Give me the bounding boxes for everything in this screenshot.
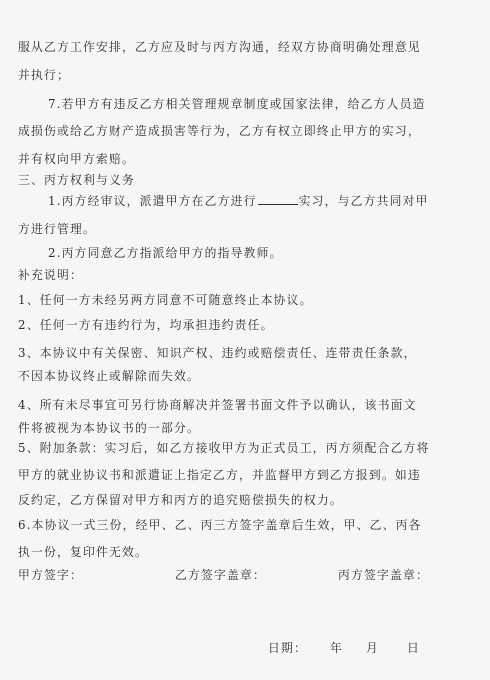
date-day: 日: [407, 641, 420, 655]
paragraph-line: 执一份，复印件无效。: [18, 545, 148, 559]
paragraph-line: 服从乙方工作安排，乙方应及时与丙方沟通，经双方协商明确处理意见: [18, 40, 421, 54]
paragraph-line: 方进行管理。: [18, 222, 96, 236]
section-heading: 补充说明：: [18, 268, 83, 282]
paragraph-line: 7.若甲方有违反乙方相关管理规章制度或国家法律，给乙方人员造: [48, 97, 426, 111]
date-month: 月: [366, 641, 379, 655]
paragraph-line: 2、任何一方有违约行为，均承担违约责任。: [18, 318, 274, 332]
paragraph-line: 甲方的就业协议书和派遣证上指定乙方，并监督甲方到乙方报到。如违: [18, 468, 421, 482]
clause-text: 实习，与乙方共同对甲: [298, 194, 429, 208]
paragraph-line: [48, 193, 429, 209]
paragraph-line: 5、附加条款：实习后，如乙方接收甲方为正式员工，丙方须配合乙方将: [18, 441, 430, 455]
paragraph-line: 1、任何一方未经另两方同意不可随意终止本协议。: [18, 293, 313, 307]
date-label: 日期：: [268, 641, 307, 655]
paragraph-line: 并有权向甲方索赔。: [18, 152, 135, 166]
paragraph-line: 3、本协议中有关保密、知识产权、违约或赔偿责任、连带责任条款，: [18, 346, 417, 360]
paragraph-line: 6.本协议一式三份，经甲、乙、丙三方签字盖章后生效，甲、乙、丙各: [18, 518, 422, 532]
paragraph-line: 成损伤或给乙方财产造成损害等行为，乙方有权立即终止甲方的实习，: [18, 124, 421, 138]
section-heading: 三、丙方权利与义务: [18, 173, 135, 187]
paragraph-line: 4、所有未尽事宜可另行协商解决并签署书面文件予以确认，该书面文: [18, 398, 417, 412]
fill-in-blank: [258, 194, 298, 205]
signature-party-c: 丙方签字盖章：: [338, 568, 429, 582]
signature-party-b: 乙方签字盖章：: [175, 568, 266, 582]
clause-text: 1.丙方经审议，派遣甲方在乙方进行: [48, 194, 257, 208]
date-year: 年: [330, 641, 343, 655]
paragraph-line: 并执行；: [18, 68, 70, 82]
paragraph-line: 反约定，乙方保留对甲方和丙方的追究赔偿损失的权力。: [18, 493, 343, 507]
paragraph-line: 件将被视为本协议书的一部分。: [18, 421, 200, 435]
paragraph-line: 不因本协议终止或解除而失效。: [18, 369, 200, 383]
signature-party-a: 甲方签字：: [18, 568, 83, 582]
paragraph-line: 2.丙方同意乙方指派给甲方的指导教师。: [48, 246, 283, 260]
